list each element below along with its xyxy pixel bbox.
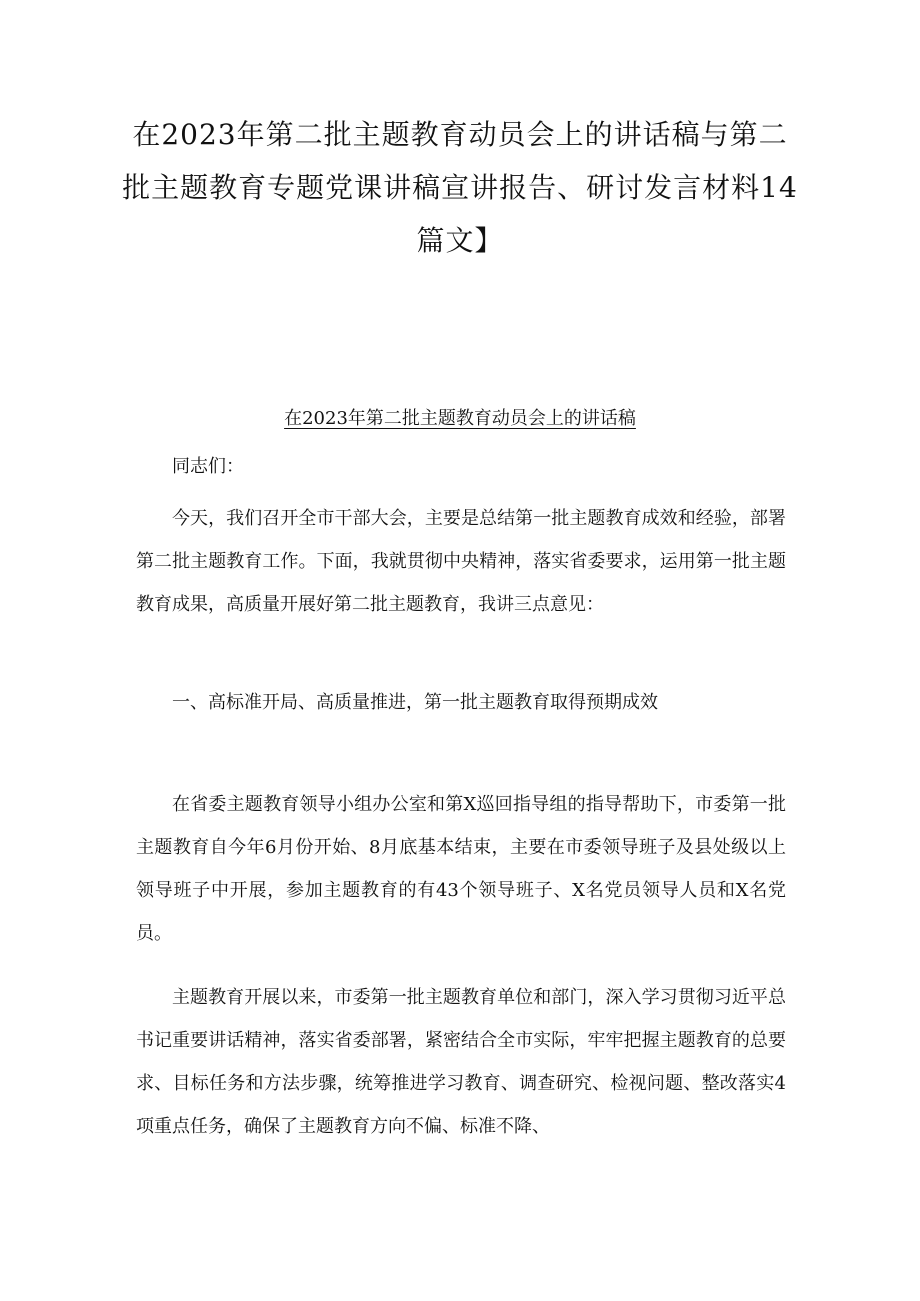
paragraph-text: 主题教育开展以来，市委第一批主题教育单位和部门，深入学习贯彻习近平总书记重要讲话精神，落实省委部署，紧密结合全市实际，牢牢把握主题教育的总要求、目标任务和方法步骤，统筹推进学习教育、调查研究、检视问题、整改落实4项重点任务，确保了主题教育方向不偏、标准不降、 [136,987,786,1137]
salutation [136,453,786,481]
document-title: 在2023年第二批主题教育动员会上的讲话稿与第二批主题教育专题党课讲稿宣讲报告、研讨发言材料14篇文】 [122,118,798,257]
paragraph-progress [136,976,786,1148]
section-heading [136,689,786,717]
paragraph-overview [136,783,786,955]
salutation-text: 同志们： [172,456,244,477]
speech-title-text: 在2023年第二批主题教育动员会上的讲话稿 [284,408,636,429]
paragraph-text: 今天，我们召开全市干部大会，主要是总结第一批主题教育成效和经验，部署第二批主题教育工作。下面，我就贯彻中央精神，落实省委要求，运用第一批主题教育成果，高质量开展好第二批主题教育，我讲三点意见： [136,508,786,615]
speech-title [140,405,780,433]
paragraph-text: 在省委主题教育领导小组办公室和第X巡回指导组的指导帮助下，市委第一批主题教育自今年6月份开始、8月底基本结束，主要在市委领导班子及县处级以上领导班子中开展，参加主题教育的有43个领导班子、X名党员领导人员和X名党员。 [136,794,786,944]
section-heading-text: 一、高标准开局、高质量推进，第一批主题教育取得预期成效 [172,692,658,713]
paragraph-intro [136,497,786,626]
